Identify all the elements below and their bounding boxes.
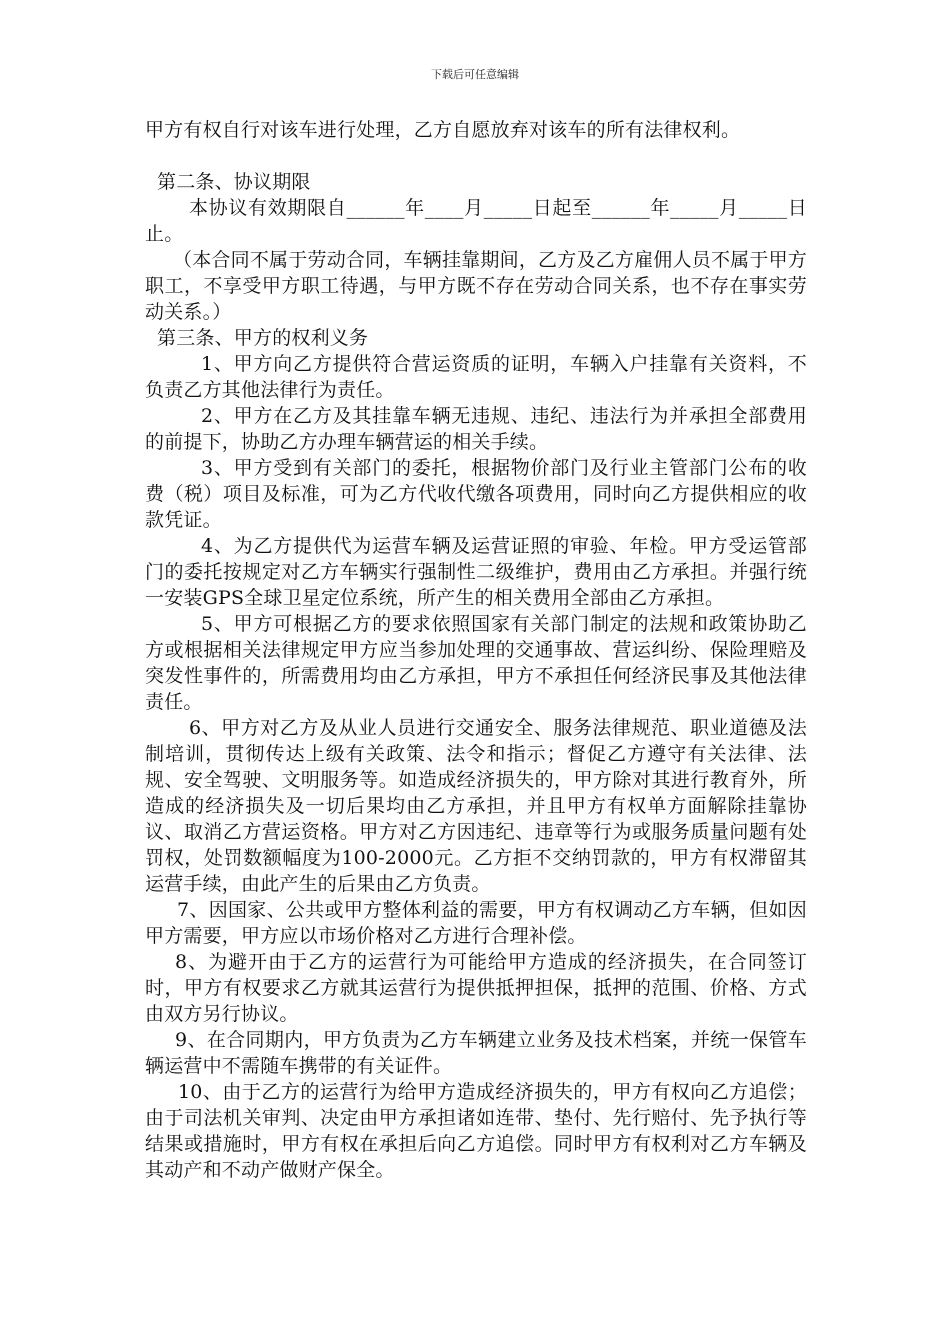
clause-9: 9、在合同期内，甲方负责为乙方车辆建立业务及技术档案，并统一保管车辆运营中不需随车携带的有关证件。 — [145, 1029, 807, 1077]
clause-6: 6、甲方对乙方及从业人员进行交通安全、服务法律规范、职业道德及法制培训，贯彻传达上级有关政策、法令和指示；督促乙方遵守有关法律、法规、安全驾驶、文明服务等。如造成经济损失的，甲方除对其进行教育外，所造成的经济损失及一切后果均由乙方承担，并且甲方有权单方面解除挂靠协议、取消乙方营运资格。甲方对乙方因违纪、违章等行为或服务质量问题有处罚权，处罚数额幅度为100-2000元。乙方拒不交纳罚款的，甲方有权滞留其运营手续，由此产生的后果由乙方负责。 — [145, 717, 807, 895]
clause-3: 3、甲方受到有关部门的委托，根据物价部门及行业主管部门公布的收费（税）项目及标准，可为乙方代收代缴各项费用，同时向乙方提供相应的收款凭证。 — [145, 457, 807, 531]
paragraph-gap — [145, 143, 807, 169]
article-heading-3: 第三条、甲方的权利义务 — [157, 327, 369, 349]
clause-7: 7、因国家、公共或甲方整体利益的需要，甲方有权调动乙方车辆，但如因甲方需要，甲方应以市场价格对乙方进行合理补偿。 — [145, 899, 807, 947]
clause-1: 1、甲方向乙方提供符合营运资质的证明，车辆入户挂靠有关资料，不负责乙方其他法律行为责任。 — [145, 353, 807, 401]
clause-8: 8、为避开由于乙方的运营行为可能给甲方造成的经济损失，在合同签订时，甲方有权要求乙方就其运营行为提供抵押担保，抵押的范围、价格、方式由双方另行协议。 — [145, 951, 807, 1025]
paragraph-term: 本协议有效期限自______年____月_____日起至______年_____月_____日止。 — [145, 197, 807, 245]
paragraph-continuation: 甲方有权自行对该车进行处理，乙方自愿放弃对该车的所有法律权利。 — [145, 119, 741, 141]
document-body — [145, 117, 807, 1183]
clause-4: 4、为乙方提供代为运营车辆及运营证照的审验、年检。甲方受运管部门的委托按规定对乙方车辆实行强制性二级维护，费用由乙方承担。并强行统一安装GPS全球卫星定位系统，所产生的相关费用全部由乙方承担。 — [145, 535, 807, 609]
clause-10: 10、由于乙方的运营行为给甲方造成经济损失的，甲方有权向乙方追偿；由于司法机关审判、决定由甲方承担诸如连带、垫付、先行赔付、先予执行等结果或措施时，甲方有权在承担后向乙方追偿。同时甲方有权利对乙方车辆及其动产和不动产做财产保全。 — [145, 1081, 807, 1181]
page-header: 下载后可任意编辑 — [431, 68, 519, 81]
clause-2: 2、甲方在乙方及其挂靠车辆无违规、违纪、违法行为并承担全部费用的前提下，协助乙方办理车辆营运的相关手续。 — [145, 405, 807, 453]
paragraph-note: （本合同不属于劳动合同，车辆挂靠期间，乙方及乙方雇佣人员不属于甲方职工，不享受甲方职工待遇，与甲方既不存在劳动合同关系，也不存在事实劳动关系。） — [145, 249, 807, 323]
clause-5: 5、甲方可根据乙方的要求依照国家有关部门制定的法规和政策协助乙方或根据相关法律规定甲方应当参加处理的交通事故、营运纠纷、保险理赔及突发性事件的，所需费用均由乙方承担，甲方不承担任何经济民事及其他法律责任。 — [145, 613, 807, 713]
article-heading-2: 第二条、协议期限 — [157, 171, 311, 193]
